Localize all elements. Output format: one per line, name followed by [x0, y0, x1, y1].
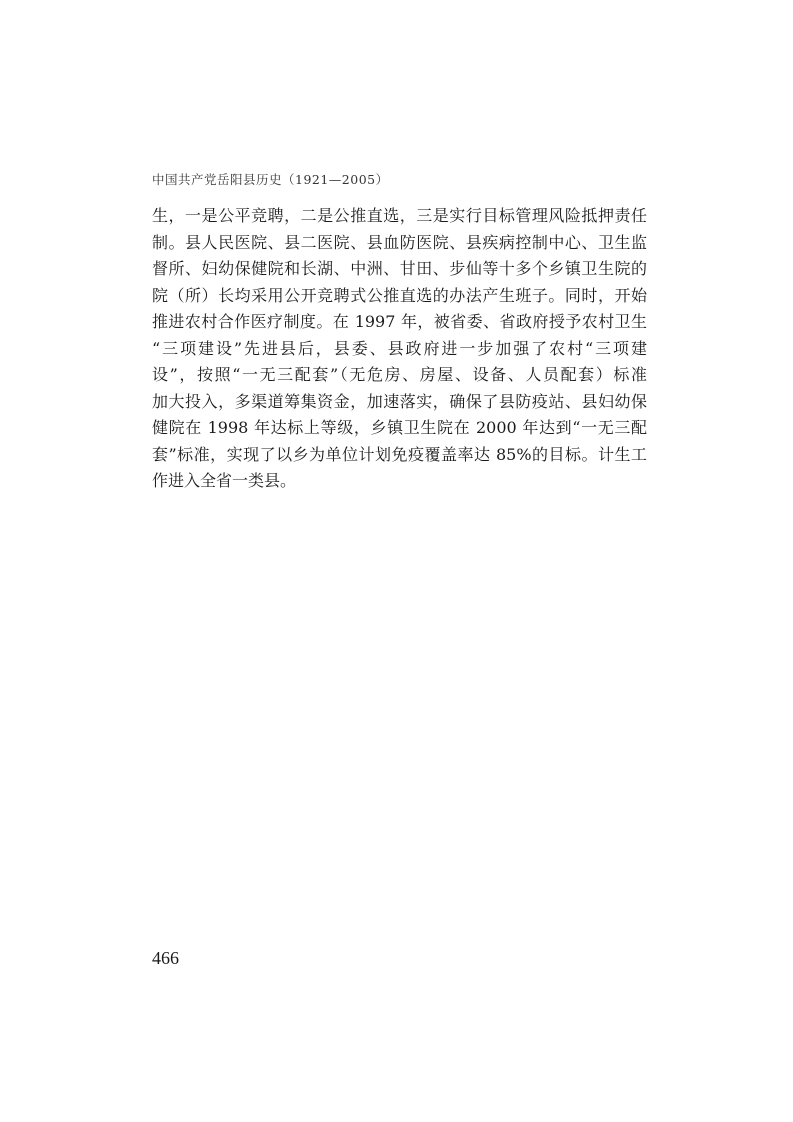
- text-line-9: 健院在 1998 年达标上等级，乡镇卫生院在 2000 年达到“一无三配: [152, 418, 647, 437]
- page-number: 466: [152, 948, 179, 968]
- text-line-3: 督所、妇幼保健院和长湖、中洲、甘田、步仙等十多个乡镇卫生院的: [152, 259, 647, 278]
- text-line-7: 设”，按照“一无三配套”（无危房、房屋、设备、人员配套）标准: [152, 365, 647, 384]
- running-header: 中国共产党岳阳县历史（1921—2005）: [152, 172, 389, 187]
- text-line-1: 生，一是公平竞聘，二是公推直选，三是实行目标管理风险抵押责任: [152, 206, 647, 225]
- text-line-6: “三项建设”先进县后，县委、县政府进一步加强了农村“三项建: [152, 338, 647, 358]
- text-line-11: 作进入全省一类县。: [152, 471, 297, 490]
- text-line-8: 加大投入，多渠道筹集资金，加速落实，确保了县防疫站、县妇幼保: [152, 391, 647, 411]
- body-text: [152, 203, 647, 495]
- text-line-4: 院（所）长均采用公开竞聘式公推直选的办法产生班子。同时，开始: [152, 285, 647, 305]
- text-line-5: 推进农村合作医疗制度。在 1997 年，被省委、省政府授予农村卫生: [152, 312, 647, 331]
- text-line-10: 套”标准，实现了以乡为单位计划免疫覆盖率达 85%的目标。计生工: [152, 444, 647, 464]
- text-line-2: 制。县人民医院、县二医院、县血防医院、县疾病控制中心、卫生监: [152, 232, 647, 252]
